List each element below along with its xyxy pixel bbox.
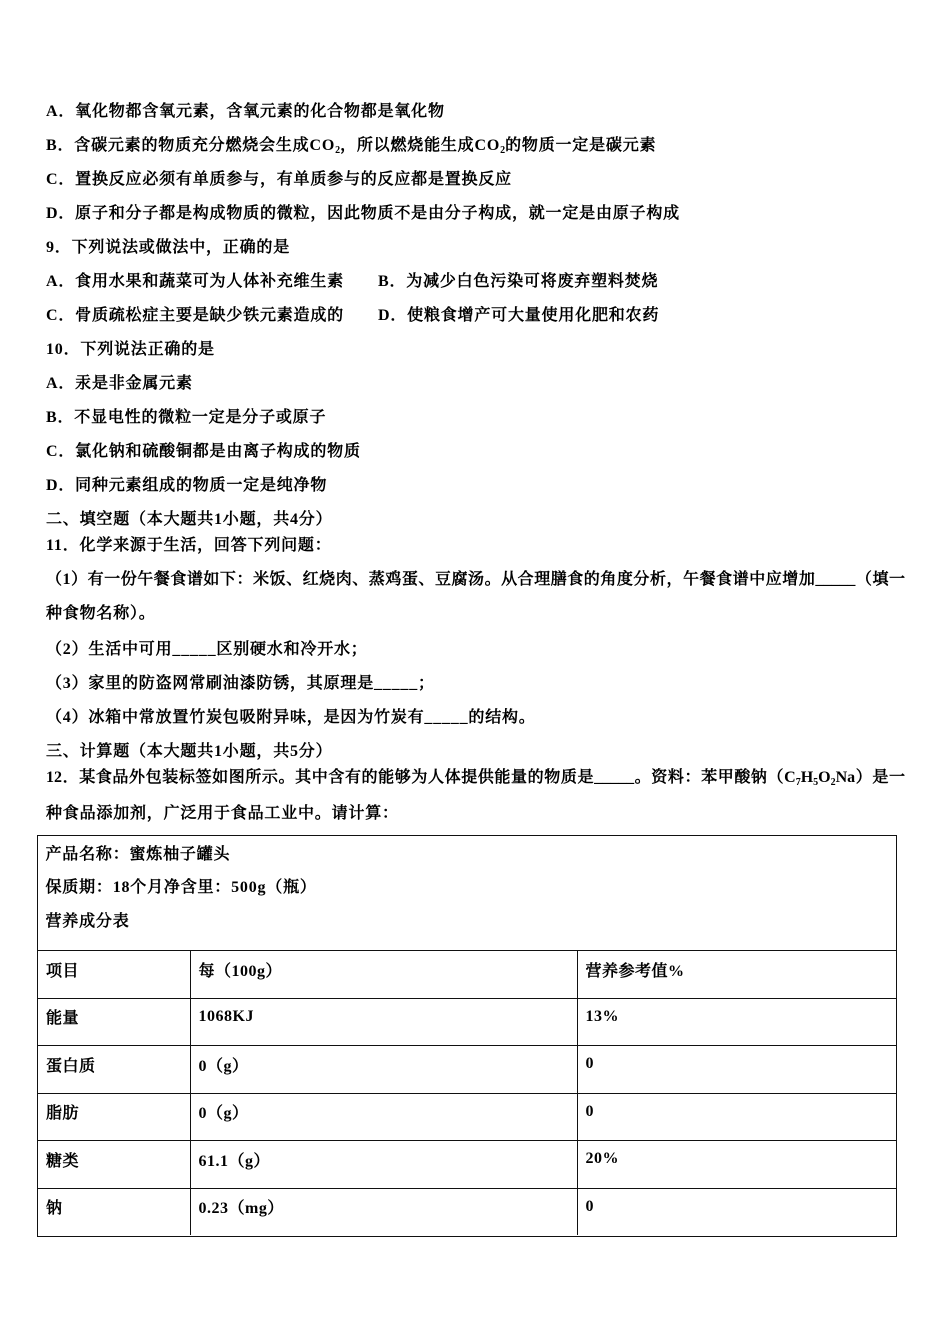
nutrition-header-item: 项目 <box>38 950 190 998</box>
q12-line2: 种食品添加剂，广泛用于食品工业中。请计算： <box>46 805 399 822</box>
nutrition-row-sodium-amount: 0.23（mg） <box>190 1188 577 1236</box>
section3-heading: 三、计算题（本大题共1小题，共5分） <box>46 743 333 760</box>
q8-option-c: C．置换反应必须有单质参与，有单质参与的反应都是置换反应 <box>46 171 512 188</box>
nutrition-row-protein-name: 蛋白质 <box>38 1045 190 1093</box>
q12-line1-text-4: Na）是一 <box>835 769 905 786</box>
q11-part2: （2）生活中可用_____区别硬水和冷开水； <box>46 641 368 658</box>
q9-option-a: A．食用水果和蔬菜可为人体补充维生素 <box>46 273 344 290</box>
q11-part1-line2: 种食物名称）。 <box>46 605 156 622</box>
q11-part4: （4）冰箱中常放置竹炭包吸附异味，是因为竹炭有_____的结构。 <box>46 709 536 726</box>
q10-stem: 10．下列说法正确的是 <box>46 341 215 358</box>
nutrition-row-energy-nrv: 13% <box>577 998 897 1046</box>
food-label-header <box>38 836 896 950</box>
nutrition-row-fat-nrv: 0 <box>577 1093 897 1141</box>
nutrition-row-sodium-name: 钠 <box>38 1188 190 1236</box>
q8-option-b-subscript-2: 2 <box>500 145 506 156</box>
nutrition-row-energy-amount: 1068KJ <box>190 998 577 1046</box>
q8-option-b-subscript-1: 2 <box>335 145 341 156</box>
q10-option-c: C．氯化钠和硫酸铜都是由离子构成的物质 <box>46 443 361 460</box>
q11-stem: 11．化学来源于生活，回答下列问题： <box>46 537 332 554</box>
nutrition-row-sodium-nrv: 0 <box>577 1188 897 1236</box>
shelf-life: 保质期：18个月净含里：500g（瓶） <box>45 878 317 896</box>
q8-option-b-text-2: ，所以燃烧能生成CO <box>340 137 501 154</box>
nutrition-row-sugar-name: 糖类 <box>38 1140 190 1188</box>
q8-option-a: A．氧化物都含氧元素，含氧元素的化合物都是氧化物 <box>46 103 445 120</box>
q11-part3: （3）家里的防盗网常刷油漆防锈，其原理是_____； <box>46 675 435 692</box>
q12-line1 <box>46 768 905 788</box>
nutrition-row-sugar-amount: 61.1（g） <box>190 1140 577 1188</box>
nutrition-header-nrv: 营养参考值% <box>577 950 897 998</box>
q12-line1-text-1: 12．某食品外包装标签如图所示。其中含有的能够为人体提供能量的物质是_____。资料：苯甲酸钠（C <box>46 769 796 786</box>
q12-line1-text-3: O <box>818 769 831 786</box>
food-label-box <box>37 835 897 1237</box>
nutrition-row-sugar-nrv: 20% <box>577 1140 897 1188</box>
q8-option-b <box>46 136 656 156</box>
product-name: 产品名称：蜜炼柚子罐头 <box>45 845 231 863</box>
q10-option-a: A．汞是非金属元素 <box>46 375 193 392</box>
q8-option-d: D．原子和分子都是构成物质的微粒，因此物质不是由分子构成，就一定是由原子构成 <box>46 205 680 222</box>
nutrition-row-energy-name: 能量 <box>38 998 190 1046</box>
q9-option-b: B．为减少白色污染可将废弃塑料焚烧 <box>378 273 659 290</box>
nutrition-header-per-100g: 每（100g） <box>190 950 577 998</box>
nutrition-row-protein-amount: 0（g） <box>190 1045 577 1093</box>
q9-option-c: C．骨质疏松症主要是缺少铁元素造成的 <box>46 307 344 324</box>
nutrition-table <box>38 950 896 1235</box>
nutrition-table-title: 营养成分表 <box>45 912 130 930</box>
nutrition-row-protein-nrv: 0 <box>577 1045 897 1093</box>
q12-line1-subscript-2: 5 <box>813 777 819 788</box>
q12-line1-subscript-3: 2 <box>830 777 836 788</box>
q11-part1-line1: （1）有一份午餐食谱如下：米饭、红烧肉、蒸鸡蛋、豆腐汤。从合理膳食的角度分析，午餐食谱中应增加_____（填一 <box>46 571 905 588</box>
q8-option-b-text-3: 的物质一定是碳元素 <box>505 137 657 154</box>
q8-option-b-text-1: B．含碳元素的物质充分燃烧会生成CO <box>46 137 336 154</box>
section2-heading: 二、填空题（本大题共1小题，共4分） <box>46 511 333 528</box>
q12-line1-subscript-1: 7 <box>795 777 801 788</box>
nutrition-row-fat-name: 脂肪 <box>38 1093 190 1141</box>
nutrition-row-fat-amount: 0（g） <box>190 1093 577 1141</box>
q9-option-d: D．使粮食增产可大量使用化肥和农药 <box>378 307 660 324</box>
q10-option-b: B．不显电性的微粒一定是分子或原子 <box>46 409 327 426</box>
q12-line1-text-2: H <box>800 769 814 786</box>
q10-option-d: D．同种元素组成的物质一定是纯净物 <box>46 477 328 494</box>
q9-stem: 9．下列说法或做法中，正确的是 <box>46 239 291 256</box>
